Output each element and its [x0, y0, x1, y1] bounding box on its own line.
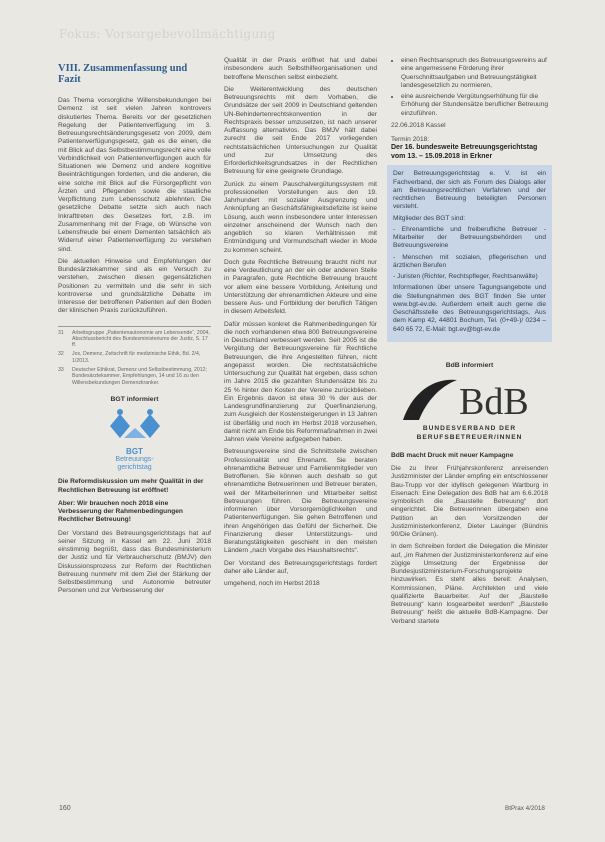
paragraph: Betreuungsvereine sind die Schnittstelle zwischen Professionalität und Ehrenamt. Sie beraten ehrenamtliche Betreuer und Familienmitglieder von Betroffenen. Sie können auch deshalb so gut ehrenamtliche Betreuerinnen und Betreuer beraten, weil der Mitarbeiterinnen und Mitarbeiter selbst Betreuungen führen. Die Betreuungsvereine informieren über Vorsorgemöglichkeiten und Patientenverfügungen. Sie gehen Betroffenen und ihren Angehörigen das Gefühl der Sicherheit. Die Finanzierung dieser Unterstützungs- und Beratungstätigkeiten geschieht in den meisten Ländern „nach Vorgabe des Haushaltsrechts“. [224, 448, 377, 555]
paragraph: Zurück zu einem Pauschalvergütungssystem mit professionellen Vorstellungen aus den 19. Jahrhundert mit sozialer Ausgrenzung und Anknüpfung an Geschäftsfähigkeitsdefizite ist keine Lösung, auch wenn insbesondere unter Interessen einzelner anscheinend der Wunsch nach den angeblich so klaren Verhältnissen mit Entmündigung und Vormundschaft wieder in Mode zu kommen scheint. [224, 180, 377, 254]
paragraph: Die Weiterentwicklung des deutschen Betreuungsrechts mit dem Vorhaben, die Grundsätze der seit 2009 in Deutschland geltenden UN-Behindertenrechtskonvention in der Rechtspraxis besser umzusetzen, ist nach unserer Auffassung alternativlos. Das BMJV hält dabei zurecht die seit Ende 2017 vorliegenden rechtstatsächlichen Untersuchungen zur Qualität und zur Umsetzung des Erforderlichkeitsgrundsatzes in der Rechtlichen Betreuung für eine geeignete Grundlage. [224, 85, 377, 176]
column-3 [391, 57, 548, 630]
box-paragraph: Mitglieder des BGT sind: [393, 214, 466, 222]
column-2 [224, 57, 377, 592]
bdb-heading: BdB macht Druck mit neuer Kampagne [391, 451, 514, 459]
footnote: 32 Jox, Demenz, Zeitschrift für medizinische Ethik, Bd. 2/4, 1/2013. [58, 351, 201, 364]
box-paragraph: - Menschen mit sozialen, pflegerischen und ärztlichen Berufen [393, 253, 546, 269]
bgt-logo-line: gerichtstag [117, 464, 152, 472]
bgt-logo-name: BGT [126, 447, 143, 457]
journal-issue: BtPrax 4/2018 [505, 805, 545, 812]
bdb-swoosh-icon [395, 376, 545, 422]
paragraph: Doch gute Rechtliche Betreuung braucht nicht nur eine Verdeutlichung an der ein oder anderen Stelle in Paragrafen, gute Rechtliche Betreuung braucht vor allem eine bessere Vorbildung, Anleitung und Unterstützung der ehrenamtlichen Akteure und eine bessere Aus- und Fortbildung der beruflich Tätigen in diesem Arbeitsfeld. [224, 258, 377, 316]
termin-title: Der 16. bundesweite Betreuungsgerichtstag vom 13. – 15.09.2018 in Erkner [391, 144, 538, 160]
termin-label: Termin 2018: [391, 136, 430, 143]
demand-list [391, 57, 548, 118]
bdb-logo-line: BUNDESVERBAND DER [422, 425, 517, 433]
paragraph: Das Thema vorsorgliche Willensbekundungen bei Demenz ist seit vielen Jahren kontrovers diskutiertes Thema. Bereits vor der gesetzlichen Regelung der Patientenverfügung im 3. Betreuungsrechtsänderungsgesetz von 2009, dem Patientenverfügungsgesetz, gab es die einen, die mit Blick auf das Selbstbestimmungsrecht eine volle Verbindlichkeit von Patientenverfügungen auch für Situationen wie Demenz und andere kognitive Beeinträchtigungen forderten, und die anderen, die eine solche mit Blick auf die Fürsorgepflicht von Ärzten und Pflegenden sowie die staatliche Verpflichtung zum Lebensschutz ablehnten. Die gesetzliche Debatte setzte sich auch nach Inkrafttreten des Gesetzes fort, z.B. im Zusammenhang mit der Frage, ob Wünsche von Lebensfreude bei einem Dementen tatsächlich als Widerruf einer Patientenverfügung zu verstehen sind. [58, 97, 211, 253]
footnote: 31 Arbeitsgruppe „Patientenautonomie am Lebensende“, 2004, Abschlussbericht des Bundesministeriums der Justiz, S. 17 ff. [58, 329, 210, 349]
svg-text:BdB: BdB [458, 381, 529, 423]
bgt-info-box [387, 165, 552, 342]
paragraph: Dafür müssen konkret die Rahmenbedingungen für die noch vorhandenen etwa 800 Betreuungsvereine in Deutschland verbessert werden. Seit 2005 ist die Vergütung der Betreuungsvereine für Rechtliche Betreuungen, die ihre Angestellten führen, nicht angepasst worden. Die rechtstatsächliche Untersuchung zur Qualität hat ergeben, dass schon im Jahre 2015 die gezahlten Stundensätze bis zu 25 % hinter den Kosten der Vereine zurückblieben. Ein Ergebnis davon ist etwa 30 % der aus der Landesgrundfinanzierung zur Querfinanzierung, zum Ausgleich der Kostensteigerungen in 13 Jahren ist überfällig und noch im Herbst 2018 vorzusehen, damit nicht am Ende bis Reformmaßnahmen in zwei Jahren viele Vereine aufgegeben haben. [224, 320, 377, 443]
bdb-caption: BdB informiert [445, 361, 494, 369]
section-heading: VIII. Zusammenfassung und Fazit [58, 63, 188, 85]
bgt-logo-block [58, 396, 211, 473]
box-paragraph: Informationen über unsere Tagungsangebote und die Stellungnahmen des BGT finden Sie unter www.bgt-ev.de. Außerdem erteilt auch gerne die Geschäftsstelle des Betreuungsgerichtstags, Aus dem Kamp 42, 44801 Bochum, Tel. (0+49-)/ 0234 – 640 65 72, E-Mail: bgt.ev@bgt-ev.de [393, 284, 546, 333]
paragraph: Die aktuellen Hinweise und Empfehlungen der Bundesärztekammer sind als ein Versuch zu verstehen, zwischen diesen gegensätzlichen Positionen zu vermitteln und die sehr in sich kontroverse und grundsätzliche Debatte im Interesse der betroffenen Patienten auf den Boden der klinischen Praxis zurückzuführen. [58, 257, 211, 315]
bdb-logo [391, 376, 548, 442]
running-head: Fokus: Vorsorgebevollmächtigung [59, 27, 276, 41]
box-paragraph: - Juristen (Richter, Rechtspfleger, Rechtsanwälte) [393, 273, 538, 281]
bgt-logo-icon [100, 408, 170, 444]
paragraph: Der Vorstand des Betreuungsgerichtstags fordert daher alle Länder auf, [224, 559, 377, 575]
question-heading: Die Reformdiskussion um mehr Qualität in der Rechtlichen Betreuung ist eröffnet! [58, 478, 204, 494]
box-paragraph: - Ehrenamtliche und freiberufliche Betreuer - Mitarbeiter der Betreuungsbehörden und Betreuungsvereine [393, 225, 546, 250]
footnotes [58, 326, 211, 386]
footnote: 33 Deutscher Ethikrat, Demenz und Selbstbestimmung, 2012; Bundesärztekammer, Empfehlungen, 14 und 16 zu den Willensbekundungen Demenzkranker. [58, 366, 207, 386]
answer-heading: Aber: Wir brauchen noch 2018 eine Verbesserung der Rahmenbedingungen Rechtlicher Betreuung! [58, 499, 183, 524]
date-line: 22.06.2018 Kassel [391, 121, 446, 129]
box-paragraph: Der Betreuungsgerichtstag e. V. ist ein Fachverband, der sich als Forum des Dialogs aller am Betreuungsrechtlichen Verfahren und der rechtlichen Betreuung beteiligten Personen versteht. [393, 170, 546, 211]
column-1 [58, 57, 211, 600]
list-item: • eine ausreichende Vergütungserhöhung für die Erhöhung der Stundensätze beruflicher Betreuung einzuführen. [401, 93, 548, 118]
bdb-logo-line: BERUFSBETREUER/INNEN [416, 433, 523, 441]
paragraph: In dem Schreiben fordert die Delegation die Minister auf, „im Rahmen der Justizministerkonferenz auf eine zügige Umsetzung der Ergebnisse der Bundesjustizministerium-Forschungsprojekte hinzuwirken. Es steht alles bereit: Analysen, Kommissionen, Pläne. Architekten und viele qualifizierte Bauarbeiter. Auf der „Baustelle Betreuung“ kann losgearbeitet werden!“ „Baustelle Betreuung“ heißt die aktuelle BdB-Kampagne. Der Verband startete [391, 543, 548, 625]
paragraph: Qualität in der Praxis eröffnet hat und dabei insbesondere auch Selbsthilfeorganisationen und betroffene Menschen selbst einbezieht. [224, 57, 377, 81]
paragraph: Der Vorstand des Betreuungsgerichtstags hat auf seiner Sitzung in Kassel am 22. Juni 2018 einstimmig begrüßt, dass das Bundesministerium der Justiz und für Verbraucherschutz (BMJV) den Diskussionsprozess zur Reform der Rechtlichen Betreuung nunmehr mit dem Ziel der Stärkung der Selbstbestimmung und Autonomie betreuter Personen und zur Verbesserung der [58, 529, 211, 595]
page-number: 160 [59, 805, 71, 812]
bgt-caption: BGT informiert [110, 395, 159, 403]
list-item: • einen Rechtsanspruch des Betreuungsvereins auf eine angemessene Förderung ihrer Querschnittsaufgaben und Betreuungstätigkeit landesgesetzlich zu normieren, [401, 57, 548, 90]
bgt-logo-line: Betreuungs- [115, 456, 154, 464]
paragraph: umgehend, noch im Herbst 2018 [224, 580, 320, 587]
paragraph: Die zu Ihrer Frühjahrskonferenz anreisenden Justizminister der Länder empfing ein entschlossener Bau-Trupp vor der idyllisch gelegenen Wartburg in Eisenach: Eine Delegation des BdB hat am 6.6.2018 symbolisch die „Baustelle Betreuung“ dort eingerichtet. Die Betreuerinnen übergaben eine Petition an den Vorsitzenden der Justizministerkonferenz, Dieter Lauinger (Bündnis 90/Die Grünen). [391, 465, 548, 539]
